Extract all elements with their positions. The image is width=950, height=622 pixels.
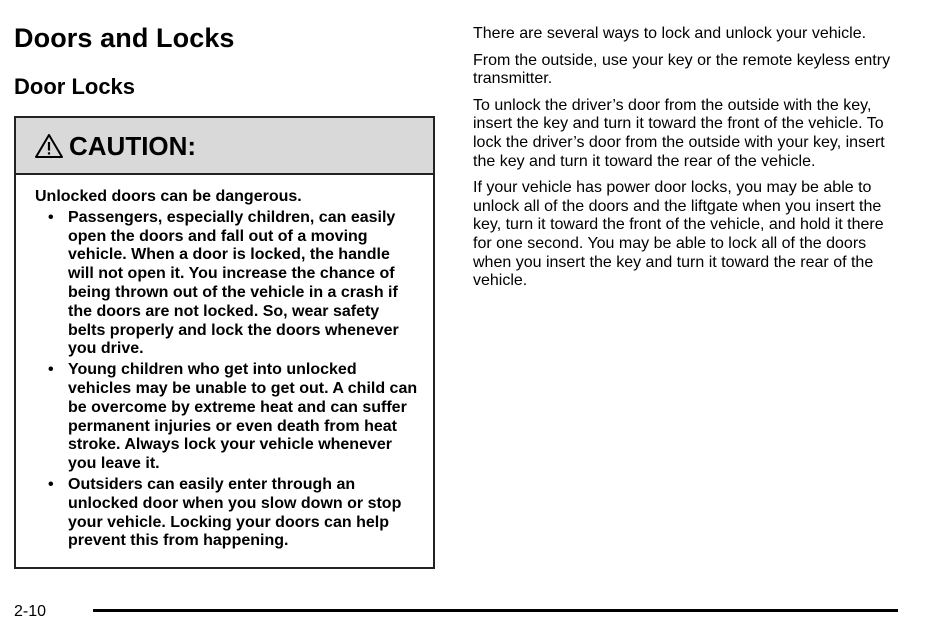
bullet-icon: • bbox=[48, 208, 54, 226]
body-paragraph: There are several ways to lock and unlock your vehicle. bbox=[473, 25, 867, 42]
caution-bullet-item bbox=[35, 209, 419, 359]
bullet-icon: • bbox=[48, 475, 54, 493]
right-column bbox=[473, 25, 903, 299]
body-paragraph: From the outside, use your key or the remote keyless entry transmitter. bbox=[473, 51, 891, 88]
body-paragraph: If your vehicle has power door locks, you may be able to unlock all of the doors and the liftgate when you insert the key, turn it toward the front of the vehicle, and hold it there for one second. You may be able to lock all of the doors when you insert the key and turn it toward the rear of the vehicle. bbox=[473, 179, 884, 290]
caution-body bbox=[16, 175, 433, 551]
caution-bullet-text: Outsiders can easily enter through an unlocked door when you slow down or stop your vehicle. Locking your doors can help prevent this from happening. bbox=[68, 475, 402, 550]
caution-bullet-list bbox=[35, 209, 419, 551]
page-title: Doors and Locks bbox=[14, 23, 235, 53]
caution-box bbox=[14, 116, 435, 569]
bullet-icon: • bbox=[48, 361, 54, 379]
warning-triangle-icon bbox=[34, 133, 64, 159]
page-number: 2-10 bbox=[14, 603, 47, 620]
caution-bullet-item bbox=[35, 361, 419, 474]
caution-label: CAUTION: bbox=[69, 130, 197, 161]
caution-bullet-text: Passengers, especially children, can easily open the doors and fall out of a moving vehicle. When a door is locked, the handle will not open it. You increase the chance of being thrown out of the vehicle in a crash if the doors are not locked. So, wear safety belts properly and lock the doors whenever you drive. bbox=[68, 208, 399, 358]
footer-rule bbox=[93, 609, 898, 612]
body-paragraph: To unlock the driver’s door from the outside with the key, insert the key and turn it toward the front of the vehicle. To lock the driver’s door from the outside with your key, insert the key and turn it toward the rear of the vehicle. bbox=[473, 96, 885, 170]
caution-bullet-item bbox=[35, 476, 419, 551]
caution-header bbox=[16, 118, 433, 175]
caution-intro: Unlocked doors can be dangerous. bbox=[35, 188, 302, 205]
section-heading: Door Locks bbox=[14, 74, 136, 99]
caution-bullet-text: Young children who get into unlocked vehicles may be unable to get out. A child can be overcome by extreme heat and can suffer permanent injuries or even death from heat stroke. Always lock your vehicle whenever you leave it. bbox=[68, 361, 418, 473]
